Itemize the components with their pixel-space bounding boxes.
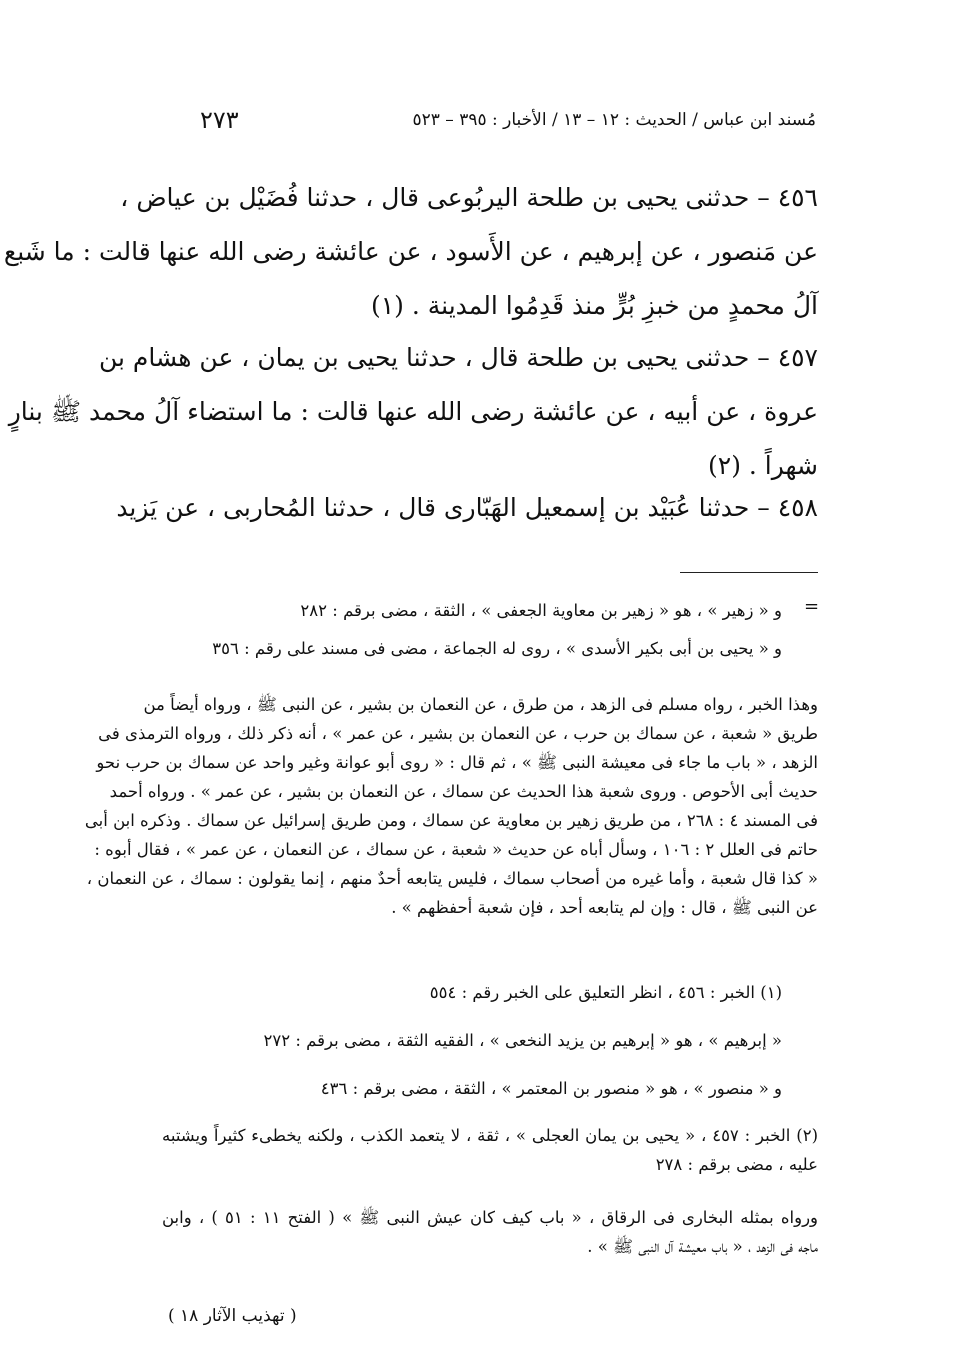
hadith-457 xyxy=(8,331,818,493)
running-title: مُسند ابن عباس / الحديث : ١٢ – ١٣ / الأخبار : ٣٩٥ – ٥٢٣ xyxy=(412,110,816,130)
footnote-line: « إبرهيم » ، هو « إبرهيم بن يزيد النخعى » ، الفقيه الثقة ، مضى برقم : ٢٧٢ xyxy=(263,1031,782,1050)
footnote-line: عليه ، مضى برقم : ٢٧٨ xyxy=(655,1155,818,1174)
body-line: ٤٥٦ – حدثنى يحيى بن طلحة اليربُوعى قال ، حدثنا فُضَيْل بن عياض ، xyxy=(120,183,818,212)
footnote-continued-lines xyxy=(162,596,782,663)
footnote-line: و « منصور » ، هو « منصور بن المعتمر » ، الثقة ، مضى برقم : ٤٣٦ xyxy=(320,1079,782,1098)
body-line: آلُ محمدٍ من خبزِ بُرٍّ منذ قَدِمُوا المدينة . (١) xyxy=(370,291,818,320)
footnote-line: حاتم فى العلل ٢ : ١٠٦ ، وسأل أباه عن حديث « شعبة ، عن سماك ، عن النعمان ، عن عمر » ، فقال أبوه : xyxy=(94,840,818,859)
page-number: ٢٧٣ xyxy=(200,106,239,134)
footnote-1 xyxy=(162,978,782,1103)
footnote-line: ماجه فى الزهد ، « باب معيشة آل النبى ﷺ » . xyxy=(587,1237,818,1256)
footnote-line: ورواه بمثله البخارى فى الرقاق ، « باب كيف كان عيش النبى ﷺ » ( الفتح ١١ : ٥١ ) ، وابن xyxy=(162,1208,819,1227)
page-header xyxy=(170,106,816,136)
body-line: عن مَنصور ، عن إبرهيم ، عن الأَسود ، عن عائشة رضى الله عنها قالت : ما شَبع xyxy=(3,237,818,266)
footnote-line: (٢) الخبر : ٤٥٧ ، « يحيى بن يمان العجلى » ، ثقة ، لا يتعمد الكذب ، ولكنه يخطىء كثيراً ويشتبه xyxy=(162,1126,818,1145)
body-line: عروة ، عن أبيه ، عن عائشة رضى الله عنها قالت : ما استضاء آلُ محمد ﷺ بنارٍ xyxy=(8,397,818,426)
signature-mark: ( تهذيب الآثار ١٨ ) xyxy=(168,1306,297,1326)
hadith-456 xyxy=(3,171,818,333)
footnote-2-continued xyxy=(162,1203,818,1261)
body-line: ٤٥٧ – حدثنى يحيى بن طلحة قال ، حدثنا يحيى بن يمان ، عن هشام بن xyxy=(98,343,818,372)
continuation-mark: = xyxy=(804,596,820,617)
footnote-line: فى المسند ٤ : ٢٦٨ ، من طريق زهير بن معاوية عن سماك ، ومن طريق إسرائيل عن سماك . وذكره ابن أبى xyxy=(84,811,818,830)
footnote-line: عن النبى ﷺ ، قال : وإن لم يتابعه أحد ، فإن شعبة أحفظهم » . xyxy=(391,898,818,917)
footnote-line: حديث أبى الأحوص . وروى شعبة هذا الحديث عن سماك ، عن النعمان بن بشير ، عن عمر » . ورواه أحمد xyxy=(109,782,818,801)
footnote-line: وهذا الخبر ، رواه مسلم فى الزهد ، من طرق ، عن النعمان بن بشير ، عن النبى ﷺ ، ورواه أيضاً من xyxy=(143,695,818,714)
footnote-line: « كذا قال شعبة ، وأما غيره من أصحاب سماك ، فليس يتابعه أحدٌ منهم ، إنما يقولون : سماك ، عن النعمان ، xyxy=(86,869,818,888)
footnote-separator xyxy=(680,572,818,573)
footnote-line: (١) الخبر : ٤٥٦ ، انظر التعليق على الخبر رقم : ٥٥٤ xyxy=(429,983,782,1002)
footnote-2 xyxy=(162,1121,818,1179)
footnote-line: الزهد ، « باب ما جاء فى معيشة النبى ﷺ » ، ثم قال : « روى أبو عوانة وغير واحد عن سماك بن حرب نحو xyxy=(96,753,818,772)
body-line: شهراً . (٢) xyxy=(707,451,818,480)
body-line: ٤٥٨ – حدثنا عُبَيْد بن إسمعيل الهَبّارى قال ، حدثنا المُحاربى ، عن يَزيد xyxy=(116,493,818,522)
footnote-line: طريق « شعبة ، عن سماك بن حرب ، عن النعمان بن بشير ، عن عمر » ، أنه ذكر ذلك ، ورواه الترمذى فى xyxy=(98,724,818,743)
footnote-paragraph xyxy=(84,690,818,922)
footnote-line: و « يحيى بن أبى بكير الأسدى » ، روى له الجماعة ، مضى فى مسند على رقم : ٣٥٦ xyxy=(212,639,782,658)
footnote-line: و « زهير » ، هو « زهير بن معاوية الجعفى » ، الثقة ، مضى برقم : ٢٨٢ xyxy=(300,601,782,620)
hadith-458 xyxy=(116,481,818,535)
